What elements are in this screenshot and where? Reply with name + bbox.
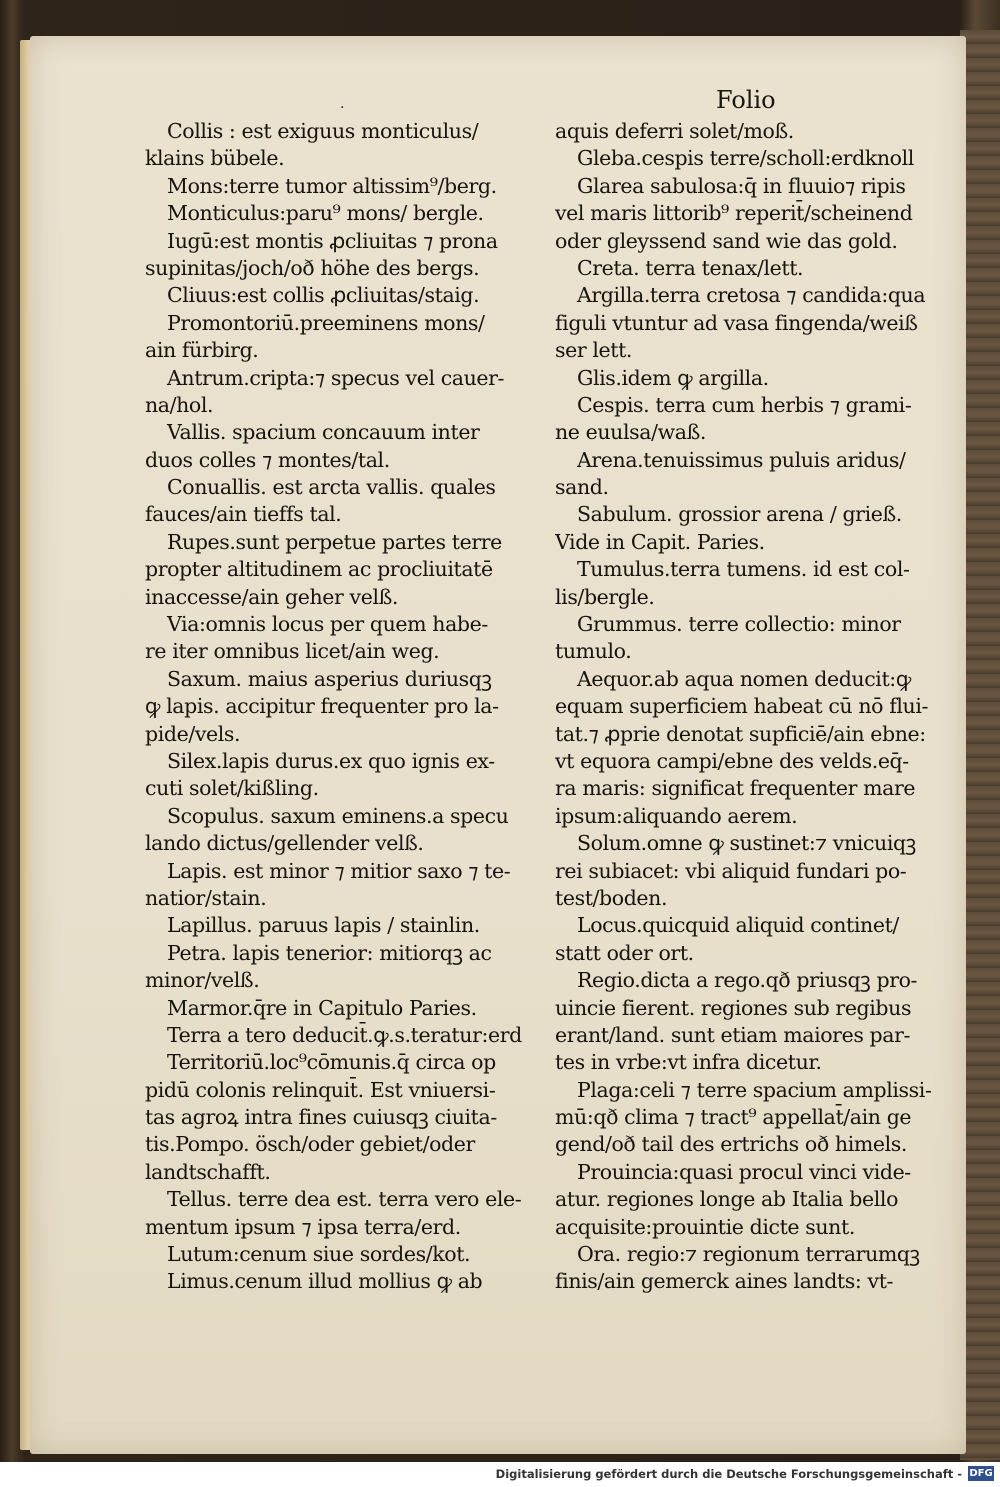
text-line: Locus.quicquid aliquid continet/ — [577, 913, 899, 938]
text-line: duos colles ⁊ montes/tal. — [145, 447, 390, 472]
text-line: vel maris littorib⁹ reperit̄/scheinend — [555, 201, 913, 226]
text-line: Mons:terre tumor altissim⁹/berg. — [167, 173, 497, 198]
text-line: supinitas/joch/oð höhe des bergs. — [145, 255, 480, 280]
text-line: test/boden. — [555, 885, 668, 910]
text-line: ꝙ lapis. accipitur frequenter pro la- — [145, 694, 499, 719]
text-line: Cliuus:est collis ꝓcliuitas/staig. — [167, 283, 480, 308]
text-line: na/hol. — [145, 392, 214, 417]
footer-credit: Digitalisierung gefördert durch die Deutsche Forschungsgemeinschaft - — [495, 1467, 962, 1481]
text-line: sand. — [555, 475, 609, 500]
text-line: tat.⁊ ꝓprie denotat supficiē/ain ebne: — [555, 721, 926, 746]
text-line: ser lett. — [555, 338, 633, 363]
text-line: mū:qð clima ⁊ tract⁹ appellat̄/ain ge — [555, 1105, 912, 1130]
text-line: aquis deferri solet/moß. — [555, 119, 794, 143]
text-line: pide/vels. — [145, 721, 241, 746]
text-line: tes in vrbe:vt infra dicetur. — [555, 1050, 822, 1075]
page-mark: . — [340, 96, 345, 112]
text-line: ra maris: significat frequenter mare — [555, 776, 916, 801]
text-line: Glis.idem ꝙ argilla. — [577, 365, 769, 390]
text-line: natior/stain. — [145, 885, 267, 910]
text-line: statt oder ort. — [555, 940, 694, 965]
text-line: Gleba.cespis terre/scholl:erdknoll — [577, 146, 914, 171]
text-line: minor/velß. — [145, 968, 260, 993]
folio-heading: Folio — [716, 86, 776, 114]
text-line: propter altitudinem ac procliuitatē — [145, 557, 493, 582]
text-line: Ora. regio:⁊ regionum terrarumqꝫ — [577, 1242, 920, 1267]
text-line: Creta. terra tenax/lett. — [577, 255, 804, 280]
text-line: lis/bergle. — [555, 584, 655, 609]
text-line: Prouincia:quasi procul vinci vide- — [577, 1159, 911, 1184]
text-line: finis/ain gemerck aines landts: vt- — [555, 1269, 894, 1294]
text-line: Grummus. terre collectio: minor — [577, 612, 901, 637]
text-line: Regio.dicta a rego.qð priusqꝫ pro- — [577, 968, 918, 993]
text-line: Vide in Capit. Paries. — [555, 529, 765, 554]
text-line: Cespis. terra cum herbis ⁊ grami- — [577, 392, 912, 417]
text-line: Aequor.ab aqua nomen deducit:ꝙ — [577, 666, 911, 691]
text-line: Tellus. terre dea est. terra vero ele- — [167, 1187, 522, 1212]
text-line: re iter omnibus licet/ain weg. — [145, 639, 440, 664]
text-line: Plaga:celi ⁊ terre spacium amplissi- — [577, 1077, 932, 1102]
text-line: fauces/ain tieffs tal. — [145, 502, 342, 527]
text-line: Conuallis. est arcta vallis. quales — [167, 475, 496, 500]
left-text-column — [145, 118, 537, 1296]
text-line: Argilla.terra cretosa ⁊ candida:qua — [577, 283, 926, 308]
text-line: Lapillus. paruus lapis / stainlin. — [167, 913, 480, 938]
text-line: vt equora campi/ebne des velds.eq̄- — [555, 748, 909, 773]
text-line: Iugū:est montis ꝓcliuitas ⁊ prona — [167, 228, 498, 253]
footer-bar — [0, 1462, 1000, 1487]
text-line: Monticulus:paru⁹ mons/ bergle. — [167, 201, 484, 226]
text-line: Solum.omne ꝙ sustinet:⁊ vnicuiqꝫ — [577, 831, 916, 856]
text-line: ain fürbirg. — [145, 338, 259, 363]
text-line: Limus.cenum illud mollius ꝙ ab — [167, 1269, 483, 1294]
text-line: figuli vtuntur ad vasa fingenda/weiß — [555, 310, 918, 335]
text-line: Antrum.cripta:⁊ specus vel cauer- — [167, 365, 505, 390]
text-line: Collis : est exiguus monticulus/ — [167, 119, 479, 143]
dfg-logo: DFG — [969, 1468, 993, 1479]
text-line: Terra a tero deducit̄.ꝙ.s.teratur:erd — [167, 1022, 522, 1047]
text-line: Sabulum. grossior arena / grieß. — [577, 502, 902, 527]
text-line: pidū colonis relinquit̄. Est vniuersi- — [145, 1077, 496, 1102]
text-line: Territoriū.loc⁹cōmunis.q̄ circa op — [167, 1050, 496, 1075]
text-line: Glarea sabulosa:q̄ in fluuio⁊ ripis — [577, 173, 906, 198]
text-line: Lapis. est minor ⁊ mitior saxo ⁊ te- — [167, 858, 511, 883]
text-line: Rupes.sunt perpetue partes terre — [167, 529, 502, 554]
text-line: Promontoriū.preeminens mons/ — [167, 310, 485, 335]
text-line: inaccesse/ain geher velß. — [145, 584, 399, 609]
text-line: Petra. lapis tenerior: mitiorqꝫ ac — [167, 940, 492, 965]
text-line: Lutum:cenum siue sordes/kot. — [167, 1242, 471, 1267]
book-edge — [960, 30, 1000, 1460]
text-line: tis.Pompo. ösch/oder gebiet/oder — [145, 1132, 475, 1157]
text-line: Arena.tenuissimus puluis aridus/ — [577, 447, 906, 472]
text-line: Scopulus. saxum eminens.a specu — [167, 803, 509, 828]
text-line: Tumulus.terra tumens. id est col- — [577, 557, 910, 582]
text-line: Via:omnis locus per quem habe- — [167, 612, 488, 637]
text-line: uincie fierent. regiones sub regibus — [555, 995, 912, 1020]
text-line: klains bübele. — [145, 146, 285, 171]
text-line: Saxum. maius asperius duriusqꝫ — [167, 666, 492, 691]
text-line: erant/land. sunt etiam maiores par- — [555, 1022, 911, 1047]
right-text-column — [555, 118, 955, 1296]
text-line: lando dictus/gellender velß. — [145, 831, 424, 856]
text-line: mentum ipsum ⁊ ipsa terra/erd. — [145, 1214, 461, 1239]
text-line: rei subiacet: vbi aliquid fundari po- — [555, 858, 907, 883]
text-line: ipsum:aliquando aerem. — [555, 803, 798, 828]
text-line: atur. regiones longe ab Italia bello — [555, 1187, 899, 1212]
text-line: Marmor.q̄re in Capitulo Paries. — [167, 995, 477, 1020]
text-line: equam superficiem habeat cū nō flui- — [555, 694, 929, 719]
text-line: landtschafft. — [145, 1159, 271, 1184]
text-line: tumulo. — [555, 639, 632, 664]
text-line: cuti solet/kißling. — [145, 776, 319, 801]
text-line: gend/oð tail des ertrichs oð himels. — [555, 1132, 908, 1157]
text-line: oder gleyssend sand wie das gold. — [555, 228, 898, 253]
text-line: Vallis. spacium concauum inter — [167, 420, 480, 445]
text-line: acquisite:prouintie dicte sunt. — [555, 1214, 855, 1239]
text-line: ne euulsa/waß. — [555, 420, 706, 445]
text-line: Silex.lapis durus.ex quo ignis ex- — [167, 748, 495, 773]
text-line: tas agroꝝ intra fines cuiusqꝫ ciuita- — [145, 1105, 497, 1130]
